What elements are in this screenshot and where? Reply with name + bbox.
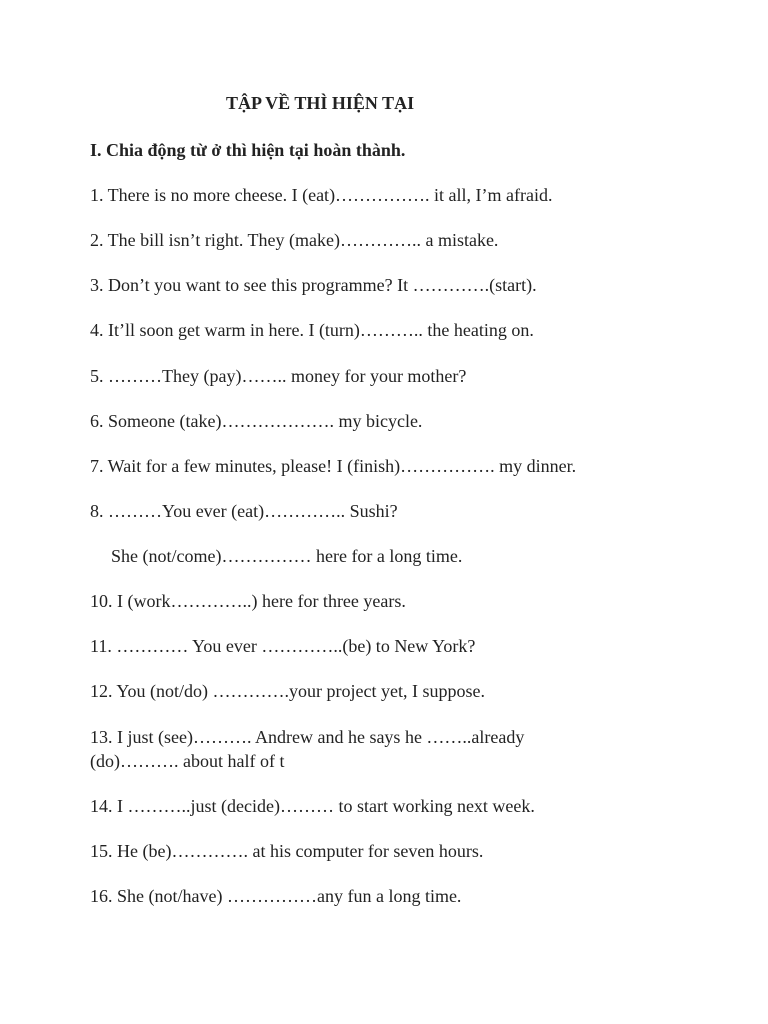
exercise-item-15: 15. He (be)…………. at his computer for seven hours. bbox=[90, 841, 484, 861]
exercise-item-2: 2. The bill isn’t right. They (make)………….. a mistake. bbox=[90, 230, 499, 250]
exercise-item-11: 11. ………… You ever …………..(be) to New York? bbox=[90, 636, 476, 656]
exercise-item-10: 10. I (work…………..) here for three years. bbox=[90, 591, 406, 611]
exercise-item-12: 12. You (not/do) ………….your project yet, I suppose. bbox=[90, 681, 485, 701]
exercise-item-8: 8. ………You ever (eat)………….. Sushi? bbox=[90, 501, 398, 521]
exercise-item-3: 3. Don’t you want to see this programme? It ………….(start). bbox=[90, 275, 537, 295]
exercise-item-1: 1. There is no more cheese. I (eat)……………. it all, I’m afraid. bbox=[90, 185, 553, 205]
exercise-item-16: 16. She (not/have) ……………any fun a long time. bbox=[90, 886, 462, 906]
exercise-item-14: 14. I ………..just (decide)……… to start working next week. bbox=[90, 796, 535, 816]
exercise-item-5: 5. ………They (pay)…….. money for your mother? bbox=[90, 366, 467, 386]
section-heading: I. Chia động từ ở thì hiện tại hoàn thành. bbox=[90, 140, 406, 160]
exercise-item-9: She (not/come)…………… here for a long time. bbox=[111, 546, 463, 566]
exercise-item-13: 13. I just (see)………. Andrew and he says he ……..already (do)………. about half of t bbox=[90, 727, 525, 771]
exercise-item-4: 4. It’ll soon get warm in here. I (turn)……….. the heating on. bbox=[90, 320, 534, 340]
exercise-item-6: 6. Someone (take)………………. my bicycle. bbox=[90, 411, 423, 431]
document-title: TẬP VỀ THÌ HIỆN TẠI bbox=[226, 93, 415, 113]
exercise-item-7: 7. Wait for a few minutes, please! I (finish)……………. my dinner. bbox=[90, 456, 577, 476]
